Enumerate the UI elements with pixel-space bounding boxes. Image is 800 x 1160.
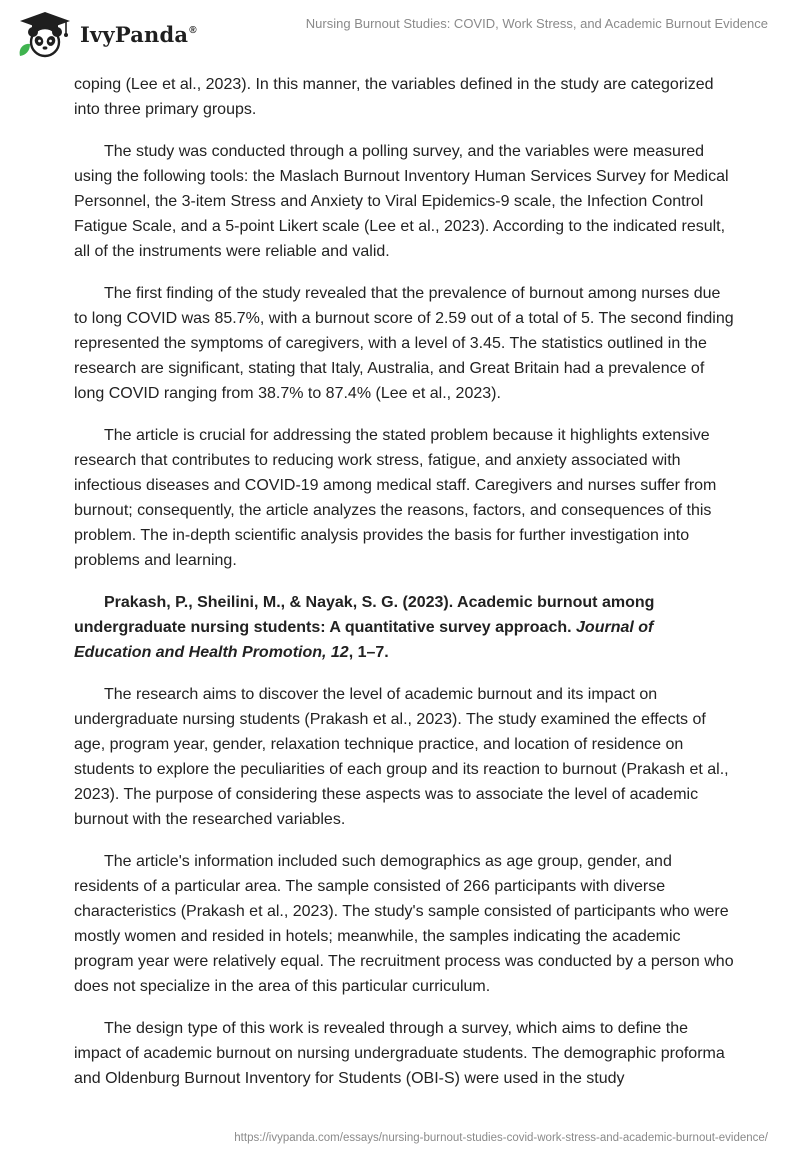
paragraph-relevance: The article is crucial for addressing the stated problem because it highlights extensive research that contributes to reducing work stress, fatigue, and anxiety associated with infectious diseases and COVID-19 among medical staff. Caregivers and nurses suffer from burnout; consequently, the article analyzes the reasons, factors, and consequences of this problem. The in-depth scientific analysis provides the basis for further investigation into problems and learning. <box>74 427 717 569</box>
reference-pages: , 1–7. <box>348 644 389 661</box>
reference-authors-title: Prakash, P., Sheilini, M., & Nayak, S. G. (2023). Academic burnout among undergraduate nursing students: A quantitative survey approach. <box>74 594 655 636</box>
paragraph-design: The design type of this work is revealed through a survey, which aims to define the impact of academic burnout on nursing undergraduate students. The demographic proforma and Oldenburg Burnout Inventory for Students (OBI-S) were used in the study <box>74 1020 725 1087</box>
paragraph-aims: The research aims to discover the level of academic burnout and its impact on undergraduate nursing students (Prakash et al., 2023). The study examined the effects of age, program year, gender, relaxation technique practice, and location of residence on students to explore the peculiarities of each group and its reaction to burnout (Prakash et al., 2023). The purpose of considering these aspects was to associate the level of academic burnout with the researched variables. <box>74 686 729 828</box>
source-url[interactable]: https://ivypanda.com/essays/nursing-burnout-studies-covid-work-stress-and-academic-burnout-evidence/ <box>234 1132 768 1144</box>
paragraph-findings: The first finding of the study revealed that the prevalence of burnout among nurses due to long COVID was 85.7%, with a burnout score of 2.59 out of a total of 5. The second finding represented the symptoms of caregivers, with a level of 3.45. The statistics outlined in the research are significant, stating that Italy, Australia, and Great Britain had a prevalence of long COVID ranging from 38.7% to 87.4% (Lee et al., 2023). <box>74 285 734 402</box>
registered-mark: ® <box>189 24 197 36</box>
paragraph-continued: coping (Lee et al., 2023). In this manner, the variables defined in the study are categorized into three primary groups. <box>74 76 714 118</box>
brand-name: IvyPanda® <box>80 21 197 47</box>
document-title: Nursing Burnout Studies: COVID, Work Stress, and Academic Burnout Evidence <box>305 16 768 31</box>
reference-journal: Journal of Education and Health Promotion, 12 <box>74 619 654 661</box>
ivypanda-logo[interactable] <box>16 10 197 58</box>
paragraph-methods: The study was conducted through a polling survey, and the variables were measured using the following tools: the Maslach Burnout Inventory Human Services Survey for Medical Personnel, the 3-item Stress and Anxiety to Viral Epidemics-9 scale, the Infection Control Fatigue Scale, and a 5-point Likert scale (Lee et al., 2023). According to the indicated result, all of the instruments were reliable and valid. <box>74 143 729 260</box>
paragraph-demographics: The article's information included such demographics as age group, gender, and residents of a particular area. The sample consisted of 266 participants with diverse characteristics (Prakash et al., 2023). The study's sample consisted of participants who were mostly women and resided in hotels; meanwhile, the samples indicating the academic program year were relatively equal. The recruitment process was conducted by a person who does not specialize in the area of this particular curriculum. <box>74 853 734 995</box>
panda-graduate-icon <box>16 10 74 58</box>
reference-citation <box>74 590 734 665</box>
page-header <box>0 0 800 62</box>
essay-body <box>74 72 734 1108</box>
